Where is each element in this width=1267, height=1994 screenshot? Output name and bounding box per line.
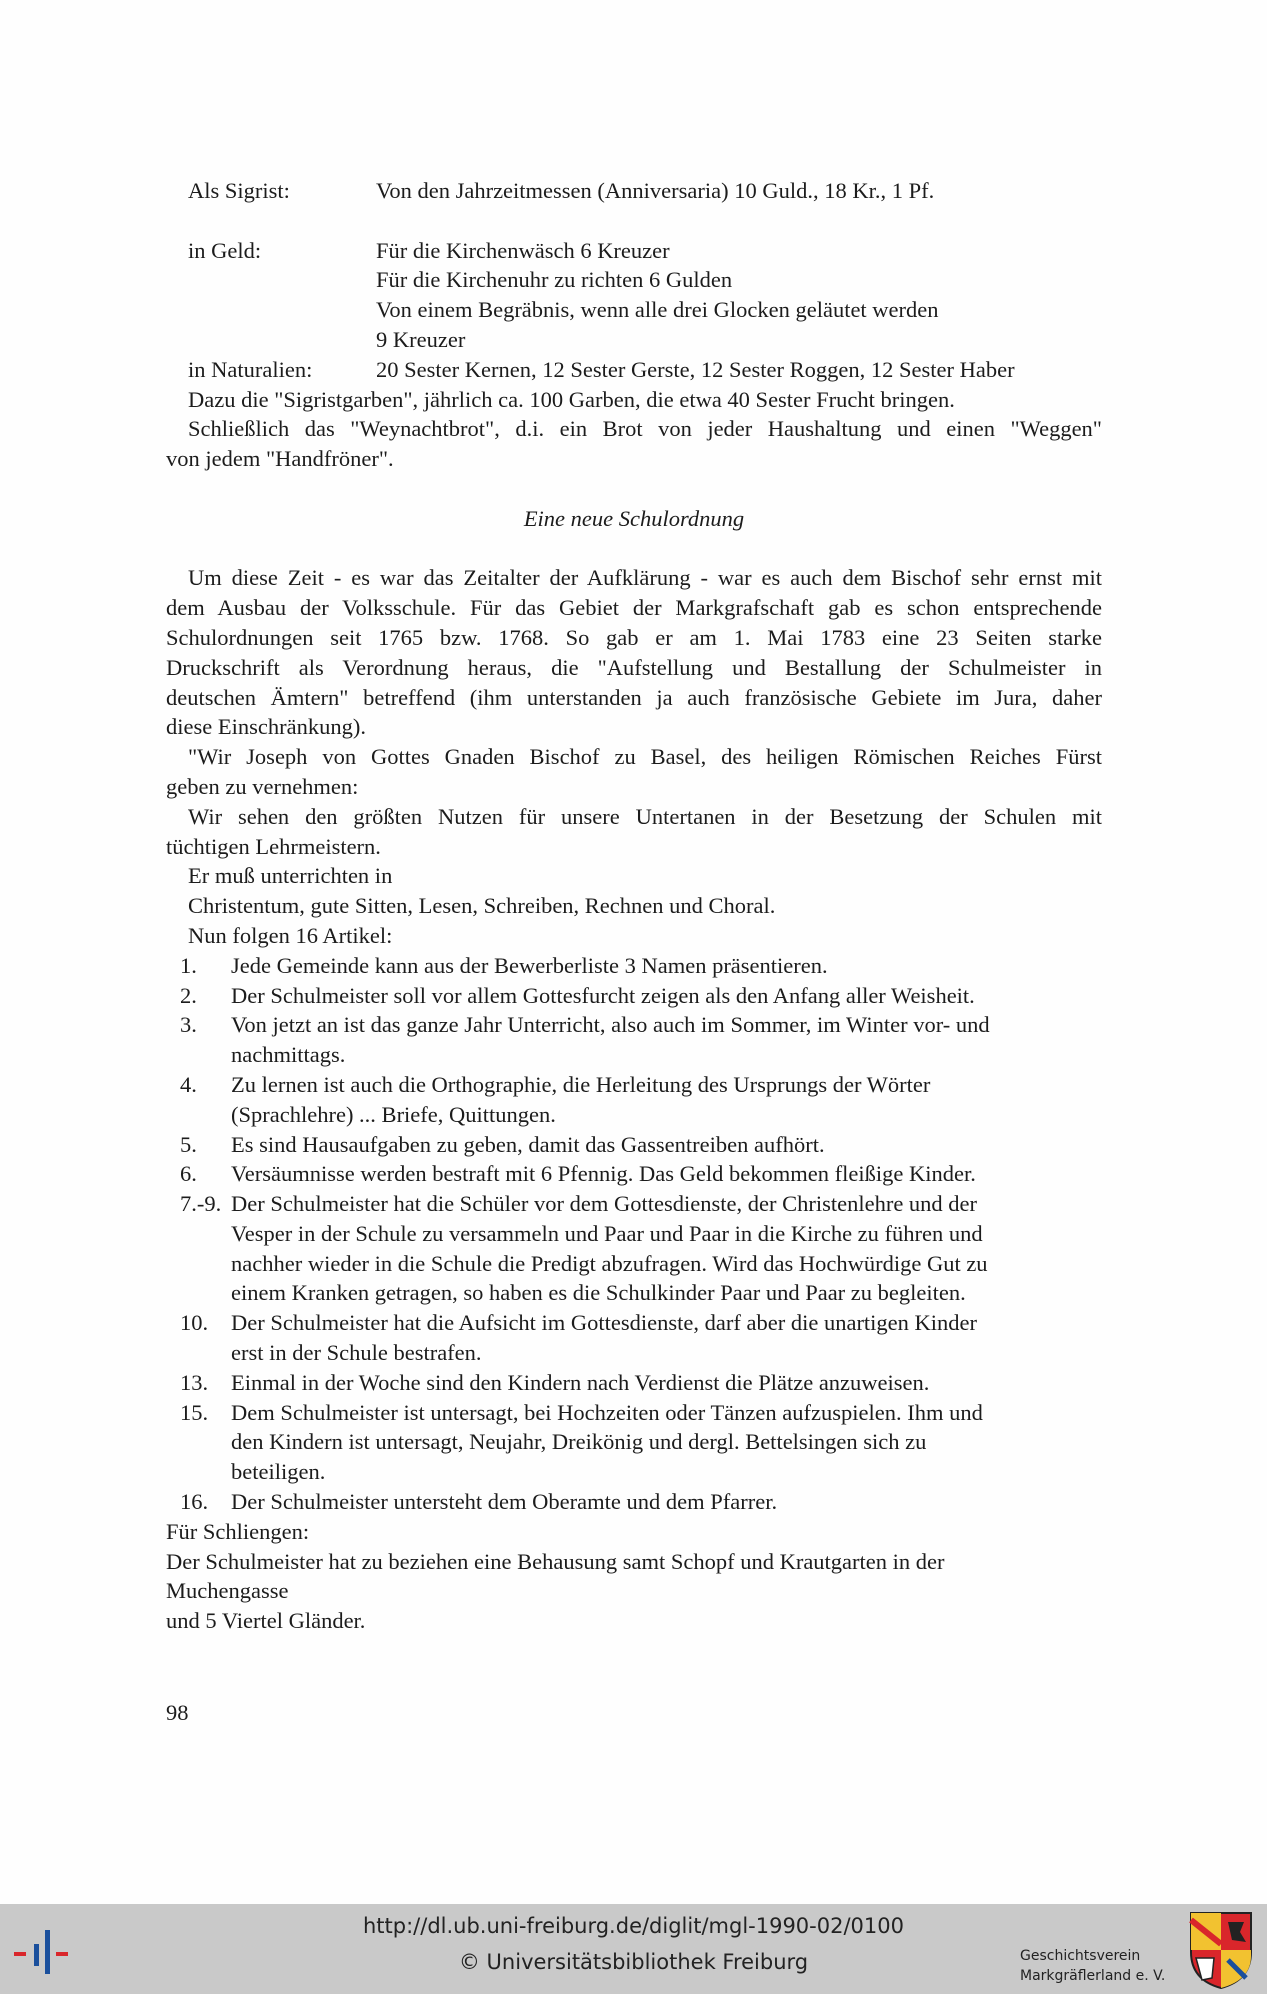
- closing-line: und 5 Viertel Gländer.: [166, 1608, 366, 1634]
- item-number: 13.: [180, 1369, 209, 1395]
- item-number: 16.: [180, 1489, 209, 1515]
- row-value: Von einem Begräbnis, wenn alle drei Glocken geläutet werden: [376, 297, 939, 323]
- paragraph-line: Schließlich das "Weynachtbrot", d.i. ein Brot von jeder Haushaltung und einen "Weggen": [188, 416, 1102, 442]
- list-item: [166, 1487, 1102, 1517]
- closing-line: Für Schliengen:: [166, 1518, 310, 1544]
- payment-row: [166, 355, 1102, 385]
- row-value: Für die Kirchenuhr zu richten 6 Gulden: [376, 267, 733, 293]
- item-text: Versäumnisse werden bestraft mit 6 Pfennig. Das Geld bekommen fleißige Kinder.: [231, 1161, 976, 1187]
- item-text: nachher wieder in die Schule die Predigt abzufragen. Wird das Hochwürdige Gut zu: [231, 1250, 988, 1276]
- list-item-continuation: [166, 1040, 1102, 1070]
- list-item: [166, 1130, 1102, 1160]
- row-value: 20 Sester Kernen, 12 Sester Gerste, 12 Sester Roggen, 12 Sester Haber: [376, 356, 1015, 382]
- item-text: Von jetzt an ist das ganze Jahr Unterricht, also auch im Sommer, im Winter vor- und: [231, 1012, 990, 1038]
- paragraph-line: deutschen Ämtern" betreffend (ihm unterstanden ja auch französische Gebiete im Jura, daher: [166, 684, 1102, 710]
- payment-row: [166, 176, 1102, 206]
- item-number: 6.: [180, 1161, 197, 1187]
- row-label: [166, 265, 376, 295]
- item-text: Dem Schulmeister ist untersagt, bei Hochzeiten oder Tänzen aufzuspielen. Ihm und: [231, 1399, 983, 1425]
- source-url-link[interactable]: http://dl.ub.uni-freiburg.de/diglit/mgl-1990-02/0100: [362, 1914, 904, 1938]
- item-text: Jede Gemeinde kann aus der Bewerberliste 3 Namen präsentieren.: [231, 952, 828, 978]
- item-text: den Kindern ist untersagt, Neujahr, Dreikönig und dergl. Bettelsingen sich zu: [231, 1429, 927, 1455]
- paragraph-line: Er muß unterrichten in: [188, 863, 393, 889]
- paragraph-line: "Wir Joseph von Gottes Gnaden Bischof zu Basel, des heiligen Römischen Reiches Fürst: [188, 744, 1102, 770]
- list-item-continuation: [166, 1249, 1102, 1279]
- row-label: in Geld:: [188, 237, 262, 263]
- list-item-continuation: [166, 1100, 1102, 1130]
- closing-line: Der Schulmeister hat zu beziehen eine Behausung samt Schopf und Krautgarten in der: [166, 1548, 945, 1574]
- payment-row: [166, 265, 1102, 295]
- paragraph-line: Dazu die "Sigristgarben", jährlich ca. 100 Garben, die etwa 40 Sester Frucht bringen.: [188, 386, 955, 412]
- society-name: [1020, 1946, 1165, 1986]
- item-text: Der Schulmeister untersteht dem Oberamte und dem Pfarrer.: [231, 1489, 778, 1515]
- article-list: [166, 951, 1102, 1517]
- item-number: 7.-9.: [180, 1191, 222, 1217]
- list-item: [166, 981, 1102, 1011]
- list-item: [166, 1010, 1102, 1040]
- item-number: 2.: [180, 982, 197, 1008]
- paragraph-line: Wir sehen den größten Nutzen für unsere Untertanen in der Besetzung der Schulen mit: [188, 803, 1102, 829]
- paragraph-line: Um diese Zeit - es war das Zeitalter der Aufklärung - war es auch dem Bischof sehr ernst mit: [188, 565, 1102, 591]
- item-text: einem Kranken getragen, so haben es die Schulkinder Paar und Paar zu begleiten.: [231, 1280, 966, 1306]
- row-value: 9 Kreuzer: [376, 326, 466, 352]
- row-label: Als Sigrist:: [188, 178, 290, 203]
- item-text: beteiligen.: [231, 1459, 326, 1485]
- item-text: Der Schulmeister hat die Aufsicht im Gottesdienste, darf aber die unartigen Kinder: [231, 1310, 978, 1336]
- list-item-continuation: [166, 1219, 1102, 1249]
- paragraph-line: tüchtigen Lehrmeistern.: [166, 833, 381, 859]
- row-label: [166, 295, 376, 325]
- list-item: [166, 1189, 1102, 1219]
- coat-of-arms-icon: [1188, 1910, 1254, 1990]
- list-item: [166, 1159, 1102, 1189]
- payment-row: [166, 325, 1102, 355]
- document-body: [166, 176, 1102, 1636]
- row-label: [166, 325, 376, 355]
- list-item-continuation: [166, 1338, 1102, 1368]
- item-text: Zu lernen ist auch die Orthographie, die Herleitung des Ursprungs der Wörter: [231, 1071, 931, 1097]
- payment-row: [166, 295, 1102, 325]
- item-text: Der Schulmeister soll vor allem Gottesfurcht zeigen als den Anfang aller Weisheit.: [231, 982, 975, 1008]
- list-item: [166, 1368, 1102, 1398]
- list-item: [166, 951, 1102, 981]
- item-text: Vesper in der Schule zu versammeln und Paar und Paar in die Kirche zu führen und: [231, 1220, 983, 1246]
- list-item: [166, 1070, 1102, 1100]
- list-item-continuation: [166, 1278, 1102, 1308]
- section-heading: Eine neue Schulordnung: [523, 505, 745, 531]
- footer-bar: [0, 1904, 1267, 1994]
- item-number: 4.: [180, 1071, 197, 1097]
- item-text: erst in der Schule bestrafen.: [231, 1340, 482, 1366]
- list-item: [166, 1308, 1102, 1338]
- item-text: Es sind Hausaufgaben zu geben, damit das Gassentreiben aufhört.: [231, 1131, 825, 1157]
- item-text: nachmittags.: [231, 1042, 346, 1068]
- paragraph-line: geben zu vernehmen:: [166, 773, 359, 799]
- paragraph-line: dem Ausbau der Volksschule. Für das Gebiet der Markgrafschaft gab es schon entsprechende: [166, 595, 1102, 621]
- page-number: 98: [166, 1700, 189, 1725]
- paragraph-line: von jedem "Handfröner".: [166, 446, 394, 472]
- society-line: Markgräflerland e. V.: [1020, 1968, 1166, 1984]
- item-number: 1.: [180, 952, 197, 978]
- list-item-continuation: [166, 1457, 1102, 1487]
- item-number: 10.: [180, 1310, 209, 1336]
- society-line: Geschichtsverein: [1020, 1948, 1141, 1964]
- row-value: Von den Jahrzeitmessen (Anniversaria) 10 Guld., 18 Kr., 1 Pf.: [376, 178, 935, 203]
- closing-line: Muchengasse: [166, 1578, 289, 1604]
- payment-row: [166, 236, 1102, 266]
- item-text: (Sprachlehre) ... Briefe, Quittungen.: [231, 1101, 556, 1127]
- paragraph-line: Schulordnungen seit 1765 bzw. 1768. So gab er am 1. Mai 1783 eine 23 Seiten starke: [166, 624, 1102, 650]
- item-text: Einmal in der Woche sind den Kindern nach Verdienst die Plätze anzuweisen.: [231, 1369, 930, 1395]
- copyright-text: © Universitätsbibliothek Freiburg: [458, 1950, 809, 1974]
- item-text: Der Schulmeister hat die Schüler vor dem Gottesdienste, der Christenlehre und der: [231, 1191, 978, 1217]
- item-number: 3.: [180, 1012, 197, 1038]
- row-label: in Naturalien:: [188, 356, 313, 382]
- paragraph-line: Christentum, gute Sitten, Lesen, Schreiben, Rechnen und Choral.: [188, 893, 776, 919]
- list-item-continuation: [166, 1427, 1102, 1457]
- list-item: [166, 1398, 1102, 1428]
- paragraph-line: Nun folgen 16 Artikel:: [188, 922, 393, 948]
- item-number: 5.: [180, 1131, 197, 1157]
- item-number: 15.: [180, 1399, 209, 1425]
- paragraph-line: Druckschrift als Verordnung heraus, die "Aufstellung und Bestallung der Schulmeister in: [166, 654, 1102, 680]
- paragraph-line: diese Einschränkung).: [166, 714, 366, 740]
- row-value: Für die Kirchenwäsch 6 Kreuzer: [376, 237, 670, 263]
